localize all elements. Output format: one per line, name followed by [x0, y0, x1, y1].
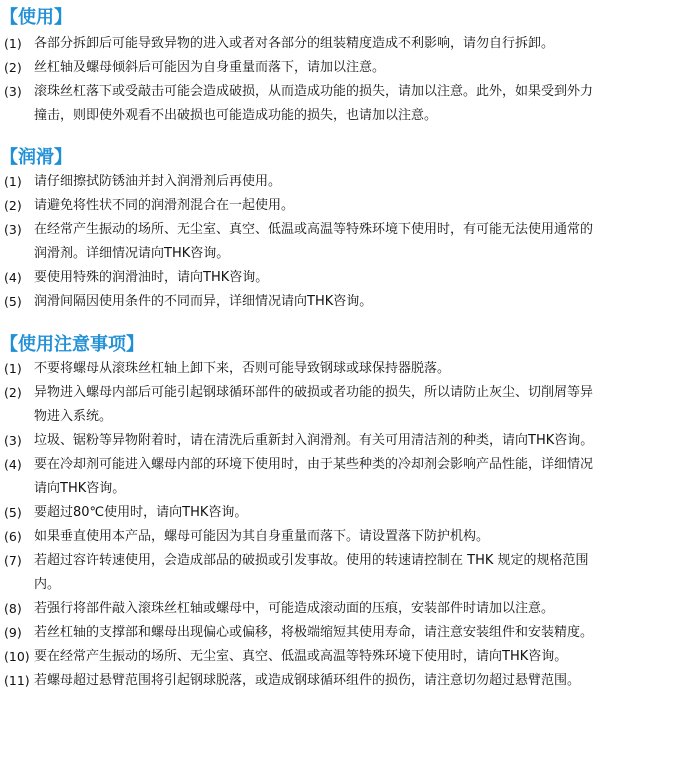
item-text	[34, 501, 684, 525]
item-line: 各部分拆卸后可能导致异物的进入或者对各部分的组装精度造成不利影响，请勿自行拆卸。	[34, 36, 555, 51]
item-text	[34, 453, 684, 501]
item-text	[34, 429, 684, 453]
item-text	[34, 669, 684, 693]
item-line: 请向THK咨询。	[34, 481, 126, 496]
item-line: 丝杠轴及螺母倾斜后可能因为自身重量而落下，请加以注意。	[34, 60, 386, 75]
item-number: (5)	[4, 505, 22, 520]
item-number: (8)	[4, 601, 22, 616]
item-number: (3)	[4, 433, 22, 448]
item-line: 滚珠丝杠落下或受敲击可能会造成破损，从而造成功能的损失，请加以注意。此外，如果受到外力	[34, 84, 594, 99]
item-line: 请仔细擦拭防锈油并封入润滑剂后再使用。	[34, 174, 282, 189]
item-number: (4)	[4, 270, 22, 285]
item-text	[34, 621, 684, 645]
item-text	[34, 381, 684, 429]
item-number: (10)	[4, 649, 30, 664]
item-text	[34, 80, 684, 128]
item-text	[34, 357, 684, 381]
item-number: (6)	[4, 529, 22, 544]
item-number: (1)	[4, 36, 22, 51]
item-number: (1)	[4, 174, 22, 189]
item-number: (11)	[4, 673, 30, 688]
item-line: 若丝杠轴的支撑部和螺母出现偏心或偏移，将极端缩短其使用寿命，请注意安装组件和安装精度。	[34, 625, 594, 640]
item-text	[34, 56, 684, 80]
section-heading-usage: 【使用】	[0, 7, 72, 28]
item-line: 内。	[34, 577, 61, 592]
item-line: 垃圾、锯粉等异物附着时，请在清洗后重新封入润滑剂。有关可用清洁剂的种类，请向THK咨询。	[34, 433, 594, 448]
item-number: (4)	[4, 457, 22, 472]
item-number: (1)	[4, 361, 22, 376]
item-text	[34, 525, 684, 549]
item-line: 物进入系统。	[34, 409, 113, 424]
item-text	[34, 597, 684, 621]
item-number: (5)	[4, 294, 22, 309]
item-text	[34, 218, 684, 266]
item-line: 如果垂直使用本产品，螺母可能因为其自身重量而落下。请设置落下防护机构。	[34, 529, 490, 544]
item-line: 要在冷却剂可能进入螺母内部的环境下使用时，由于某些种类的冷却剂会影响产品性能，详细情况	[34, 457, 594, 472]
item-text	[34, 170, 684, 194]
item-text	[34, 290, 684, 314]
item-line: 若强行将部件敲入滚珠丝杠轴或螺母中，可能造成滚动面的压痕，安装部件时请加以注意。	[34, 601, 555, 616]
item-text	[34, 549, 684, 597]
item-number: (3)	[4, 222, 22, 237]
item-number: (7)	[4, 553, 22, 568]
item-number: (9)	[4, 625, 22, 640]
item-line: 异物进入螺母内部后可能引起钢球循环部件的破损或者功能的损失，所以请防止灰尘、切削屑等异	[34, 385, 594, 400]
item-line: 要超过80℃使用时，请向THK咨询。	[34, 505, 248, 520]
section-heading-precautions: 【使用注意事项】	[0, 334, 144, 355]
item-line: 在经常产生振动的场所、无尘室、真空、低温或高温等特殊环境下使用时，有可能无法使用通常的	[34, 222, 594, 237]
item-text	[34, 32, 684, 56]
item-line: 若超过容许转速使用，会造成部品的破损或引发事故。使用的转速请控制在 THK 规定的规格范围	[34, 553, 589, 568]
item-number: (3)	[4, 84, 22, 99]
item-line: 撞击，则即使外观看不出破损也可能造成功能的损失，也请加以注意。	[34, 108, 438, 123]
item-line: 要使用特殊的润滑油时，请向THK咨询。	[34, 270, 269, 285]
item-text	[34, 645, 684, 669]
item-line: 若螺母超过悬臂范围将引起钢球脱落，或造成钢球循环组件的损伤，请注意切勿超过悬臂范围。	[34, 673, 581, 688]
item-number: (2)	[4, 385, 22, 400]
item-number: (2)	[4, 60, 22, 75]
section-heading-lubrication: 【润滑】	[0, 147, 72, 168]
item-line: 请避免将性状不同的润滑剂混合在一起使用。	[34, 198, 295, 213]
item-line: 润滑剂。详细情况请向THK咨询。	[34, 246, 230, 261]
item-text	[34, 194, 684, 218]
item-number: (2)	[4, 198, 22, 213]
item-text	[34, 266, 684, 290]
item-line: 要在经常产生振动的场所、无尘室、真空、低温或高温等特殊环境下使用时，请向THK咨询。	[34, 649, 568, 664]
item-line: 不要将螺母从滚珠丝杠轴上卸下来，否则可能导致钢球或球保持器脱落。	[34, 361, 451, 376]
item-line: 润滑间隔因使用条件的不同而异，详细情况请向THK咨询。	[34, 294, 373, 309]
